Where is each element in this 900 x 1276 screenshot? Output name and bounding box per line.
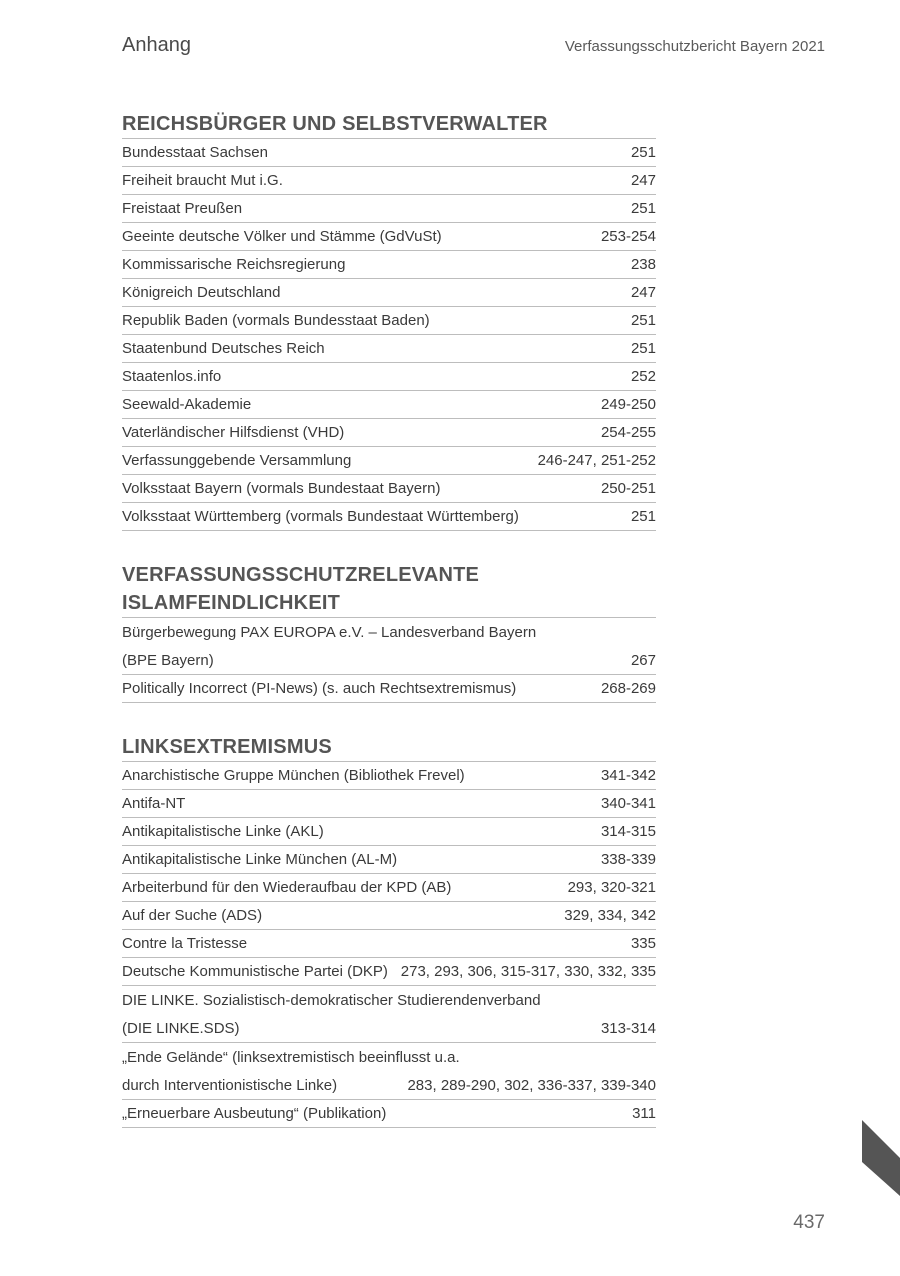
entry-pages: 314-315 [600, 823, 656, 840]
entry-name: Antikapitalistische Linke (AKL) [122, 823, 324, 840]
index-entry [122, 874, 656, 902]
thumb-index-tab [862, 1120, 900, 1196]
entry-name: Volksstaat Bayern (vormals Bundestaat Bayern) [122, 480, 441, 497]
entry-pages: 250-251 [600, 480, 656, 497]
section-title: REICHSBÜRGER UND SELBSTVERWALTER [122, 110, 656, 139]
index-entry [122, 790, 656, 818]
entry-pages: 293, 320-321 [567, 879, 656, 896]
entry-pages: 251 [630, 312, 656, 329]
section-title: LINKSEXTREMISMUS [122, 733, 656, 762]
index-entry [122, 1100, 656, 1128]
entry-name: Volksstaat Württemberg (vormals Bundestaat Württemberg) [122, 508, 519, 525]
entry-name: DIE LINKE. Sozialistisch-demokratischer Studierendenverband [122, 991, 541, 1009]
index-entry [122, 307, 656, 335]
index-entry [122, 846, 656, 874]
index-entry [122, 1043, 656, 1100]
index-entry [122, 902, 656, 930]
index-entry [122, 279, 656, 307]
section-reichsbuerger [122, 110, 656, 531]
running-header-publication: Verfassungsschutzbericht Bayern 2021 [564, 38, 825, 55]
entry-name: Bürgerbewegung PAX EUROPA e.V. – Landesverband Bayern [122, 623, 537, 641]
entry-name: Staatenbund Deutsches Reich [122, 340, 325, 357]
entry-name: Deutsche Kommunistische Partei (DKP) [122, 963, 388, 980]
index-entry [122, 762, 656, 790]
index-entry [122, 391, 656, 419]
index-entry [122, 419, 656, 447]
entry-pages: 249-250 [600, 396, 656, 413]
entry-name-continued: (DIE LINKE.SDS) [122, 1019, 240, 1037]
entry-pages: 252 [630, 368, 656, 385]
index-entry [122, 618, 656, 675]
entry-pages: 329, 334, 342 [564, 907, 656, 924]
entry-name: Geeinte deutsche Völker und Stämme (GdVuSt) [122, 228, 442, 245]
entry-name: Königreich Deutschland [122, 284, 281, 301]
index-entry [122, 363, 656, 391]
entry-pages: 251 [630, 508, 656, 525]
entry-name: Freiheit braucht Mut i.G. [122, 172, 283, 189]
entry-name: „Ende Gelände“ (linksextremistisch beeinflusst u.a. [122, 1048, 460, 1066]
entry-name: Antifa-NT [122, 795, 186, 812]
index-content [122, 110, 656, 1158]
index-entry [122, 447, 656, 475]
entry-name: Freistaat Preußen [122, 200, 243, 217]
entry-pages: 283, 289-290, 302, 336-337, 339-340 [407, 1076, 656, 1094]
entry-name: „Erneuerbare Ausbeutung“ (Publikation) [122, 1105, 387, 1122]
entry-pages: 251 [630, 200, 656, 217]
entry-name: Seewald-Akademie [122, 396, 252, 413]
entry-pages: 251 [630, 340, 656, 357]
entry-pages: 247 [630, 284, 656, 301]
entry-pages: 268-269 [600, 680, 656, 697]
entry-pages: 338-339 [600, 851, 656, 868]
running-header-section: Anhang [122, 34, 191, 56]
entry-name-continued: (BPE Bayern) [122, 651, 214, 669]
entry-pages: 238 [630, 256, 656, 273]
index-entry [122, 475, 656, 503]
index-entry [122, 251, 656, 279]
entry-name: Antikapitalistische Linke München (AL-M) [122, 851, 398, 868]
index-entry [122, 818, 656, 846]
entry-pages: 313-314 [600, 1019, 656, 1037]
index-entry [122, 223, 656, 251]
index-entry [122, 195, 656, 223]
entry-pages: 253-254 [600, 228, 656, 245]
page-number: 437 [793, 1212, 825, 1233]
entry-name: Contre la Tristesse [122, 935, 248, 952]
entry-name: Arbeiterbund für den Wiederaufbau der KPD (AB) [122, 879, 452, 896]
entry-pages: 247 [630, 172, 656, 189]
entry-pages: 311 [632, 1105, 656, 1122]
entry-pages: 335 [630, 935, 656, 952]
entry-name: Vaterländischer Hilfsdienst (VHD) [122, 424, 345, 441]
section-title-line: ISLAMFEINDLICHKEIT [122, 592, 341, 614]
section-islamfeindlichkeit [122, 561, 656, 703]
entry-pages: 246-247, 251-252 [537, 452, 656, 469]
entry-name: Bundesstaat Sachsen [122, 144, 268, 161]
index-entry [122, 167, 656, 195]
index-entry [122, 139, 656, 167]
entry-name: Anarchistische Gruppe München (Bibliothek Frevel) [122, 767, 465, 784]
entry-pages: 267 [630, 651, 656, 669]
index-entry [122, 930, 656, 958]
entry-name: Auf der Suche (ADS) [122, 907, 263, 924]
entry-name: Politically Incorrect (PI-News) (s. auch Rechtsextremismus) [122, 680, 517, 697]
index-entry [122, 958, 656, 986]
entry-name: Republik Baden (vormals Bundesstaat Baden) [122, 312, 430, 329]
entry-pages: 341-342 [600, 767, 656, 784]
entry-pages: 251 [630, 144, 656, 161]
entry-name: Staatenlos.info [122, 368, 222, 385]
index-entry [122, 675, 656, 703]
entry-name: Verfassunggebende Versammlung [122, 452, 352, 469]
section-title-line: VERFASSUNGSSCHUTZRELEVANTE [122, 564, 480, 586]
entry-pages: 254-255 [600, 424, 656, 441]
index-entry [122, 986, 656, 1043]
index-entry [122, 503, 656, 531]
index-entry [122, 335, 656, 363]
section-title [122, 561, 656, 618]
section-linksextremismus [122, 733, 656, 1128]
entry-name-continued: durch Interventionistische Linke) [122, 1076, 338, 1094]
entry-name: Kommissarische Reichsregierung [122, 256, 346, 273]
entry-pages: 340-341 [600, 795, 656, 812]
entry-pages: 273, 293, 306, 315-317, 330, 332, 335 [400, 963, 656, 980]
